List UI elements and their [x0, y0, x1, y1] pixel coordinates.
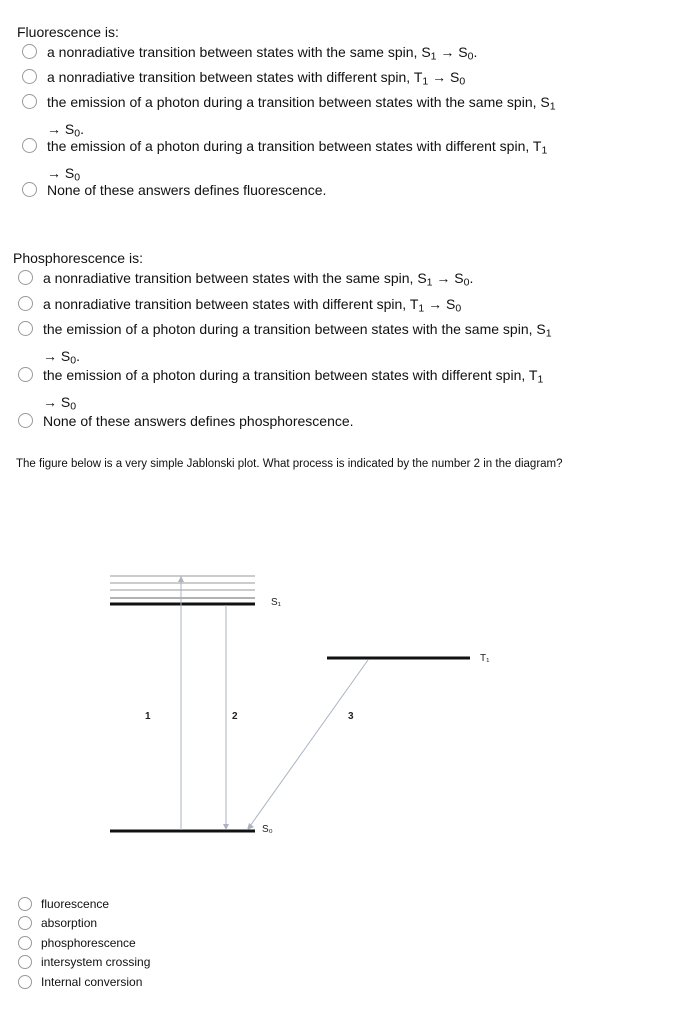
radio-button[interactable] — [18, 897, 32, 911]
radio-button[interactable] — [18, 955, 32, 969]
option-text: fluorescence — [41, 897, 110, 911]
arrowhead-up-icon — [178, 576, 184, 582]
q3-option-2[interactable] — [18, 914, 97, 932]
option-text: phosphorescence — [41, 936, 136, 950]
q3-option-3[interactable] — [18, 934, 136, 952]
q3-option-4[interactable] — [18, 953, 150, 971]
option-text: intersystem crossing — [41, 955, 151, 969]
option-text: the emission of a photon during a transition between states with different spin, $T_1$ → $S_0$ — [43, 367, 544, 413]
t1-label: T₁ — [480, 653, 490, 664]
option-text: a nonradiative transition between states with the same spin, $S_1 \to S_0$. — [47, 44, 478, 63]
option-text: absorption — [41, 916, 98, 930]
s1-label: S₁ — [271, 597, 282, 608]
option-text: None of these answers defines phosphorescence. — [43, 413, 354, 429]
question-2-title: Phosphorescence is: — [13, 250, 143, 266]
q3-option-1[interactable] — [18, 895, 109, 913]
process-label-2: 2 — [232, 711, 238, 722]
option-text: the emission of a photon during a transition between states with the same spin, $S_1$ → $S_0$. — [43, 321, 552, 367]
option-text: the emission of a photon during a transition between states with different spin, $T_1$ → $S_0$ — [47, 138, 548, 184]
option-text: a nonradiative transition between states with different spin, $T_1 \to S_0$ — [47, 69, 466, 88]
process-label-1: 1 — [145, 711, 151, 722]
option-text: a nonradiative transition between states with the same spin, $S_1 \to S_0$. — [43, 270, 474, 289]
arrowhead-diagonal-icon — [247, 823, 254, 830]
option-text: Internal conversion — [41, 975, 143, 989]
radio-button[interactable] — [18, 916, 32, 930]
question-3-prompt: The figure below is a very simple Jablonski plot. What process is indicated by the number 2 in the diagram? — [16, 458, 563, 470]
transition-arrow-3 — [250, 660, 368, 826]
q3-option-5[interactable] — [18, 973, 142, 991]
radio-button[interactable] — [18, 936, 32, 950]
question-1-title: Fluorescence is: — [17, 24, 119, 40]
s0-label: S₀ — [262, 824, 273, 835]
process-label-3: 3 — [348, 711, 354, 722]
arrowhead-down-icon — [223, 824, 229, 830]
option-text: a nonradiative transition between states with different spin, $T_1 \to S_0$ — [43, 296, 462, 315]
option-text: the emission of a photon during a transition between states with the same spin, $S_1$ → $S_0$. — [47, 94, 556, 140]
option-text: None of these answers defines fluorescence. — [47, 182, 327, 198]
radio-button[interactable] — [18, 975, 32, 989]
